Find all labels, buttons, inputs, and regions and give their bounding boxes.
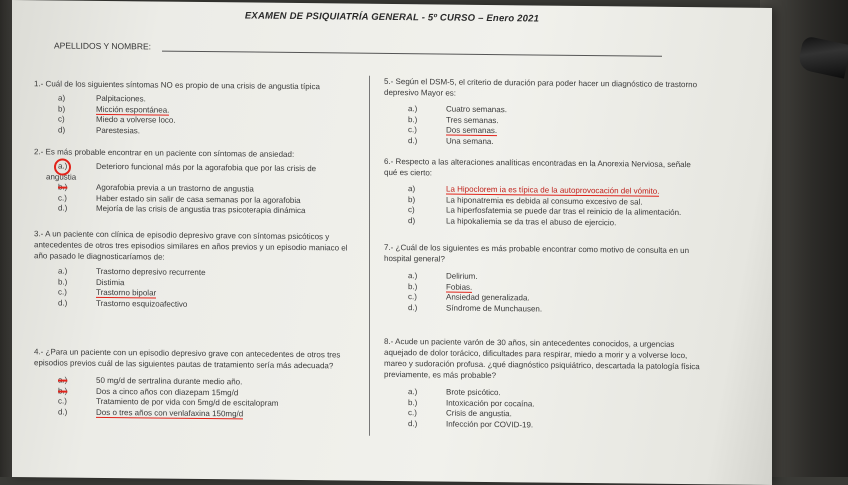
option-letter: a.)	[58, 266, 68, 276]
question-text: 1.- Cuál de los siguientes síntomas NO es propio de una crisis de angustia típica	[34, 79, 320, 92]
option-text: Agorafobia previa a un trastorno de angustia	[96, 182, 254, 194]
question-text: 2.- Es más probable encontrar en un paciente con síntomas de ansiedad:	[34, 147, 295, 159]
option-text: Crisis de angustia.	[446, 408, 512, 419]
option-text: Mejoría de las crisis de angustia tras psicoterapia dinámica	[96, 203, 306, 216]
question-text: 3.- A un paciente con clínica de episodio depresivo grave con síntomas psicóticos y antecedentes de otros tres episodios similares en años previos y un episodio maniaco el año pasado le diagnosticaríamos de:	[34, 229, 348, 262]
option-text: Dos semanas.	[446, 125, 498, 136]
option-text: Parestesias.	[96, 125, 141, 135]
name-line	[162, 51, 662, 57]
option-letter: b)	[58, 103, 66, 114]
option-d	[58, 297, 354, 311]
option-text: Delirium.	[446, 271, 478, 281]
option-text: Trastorno depresivo recurrente	[96, 266, 206, 278]
question-1	[34, 78, 334, 137]
option-text: La Hipoclorem ia es típica de la autoprovocación del vómito.	[446, 184, 660, 196]
option-letter: c.)	[58, 192, 67, 203]
option-letter: b.)	[408, 397, 418, 407]
answer-circle-mark	[54, 158, 71, 175]
option-letter: a.)	[408, 271, 418, 281]
option-letter: c)	[58, 114, 65, 124]
option-text: Deterioro funcional más por la agorafobia que por las crisis de	[96, 161, 317, 174]
question-3	[34, 228, 354, 310]
option-letter: d.)	[58, 406, 68, 417]
option-letter: a.)	[408, 104, 418, 114]
option-letter: c.)	[408, 408, 417, 418]
question-7	[384, 242, 704, 315]
option-text: Dos o tres años con venlafaxina 150mg/d	[96, 407, 244, 418]
question-8	[384, 336, 709, 431]
option-text: Dos a cinco años con diazepam 15mg/d	[96, 386, 239, 397]
question-text: 8.- Acude un paciente varón de 30 años, sin antecedentes conocidos, a urgencias aquejado de dolor torácico, dificultades para respirar, miedo a morir y a volverse loco, mareo y sudoración profusa. ¿qué diagnóstico psiquiátrico, descartada la patología física previamente, es más probable?	[384, 336, 700, 381]
option-letter: d.)	[408, 135, 418, 145]
option-d	[408, 418, 709, 432]
question-4	[34, 346, 354, 419]
option-letter: c.)	[408, 125, 417, 135]
option-letter: a.)	[408, 387, 418, 397]
option-d	[58, 202, 334, 215]
option-d	[408, 302, 704, 316]
option-text: Tres semanas.	[446, 115, 499, 125]
option-letter: a.)	[58, 375, 68, 385]
option-letter: d.)	[408, 302, 418, 312]
option-text: Trastorno bipolar	[96, 287, 157, 298]
option-text: Una semana.	[446, 136, 494, 146]
name-label: APELLIDOS Y NOMBRE:	[54, 40, 151, 52]
column-divider	[369, 76, 370, 436]
option-text: La hiponatremia es debida al consumo excesivo de sal.	[446, 195, 643, 207]
option-text: Micción espontánea.	[96, 104, 170, 115]
option-letter: d.)	[58, 297, 68, 308]
option-letter: c)	[408, 205, 415, 215]
option-text: Síndrome de Munchausen.	[446, 303, 543, 314]
option-letter: a)	[58, 93, 66, 103]
option-letter: b.)	[408, 114, 418, 124]
option-text: Cuatro semanas.	[446, 104, 507, 115]
option-text: 50 mg/d de sertralina durante medio año.	[96, 375, 243, 387]
question-6	[384, 156, 704, 228]
option-text: La hipokaliemia se da tras el abuso de ejercicio.	[446, 216, 617, 227]
question-text: 7.- ¿Cuál de los siguientes es más probable encontrar como motivo de consulta en un hospital general?	[384, 242, 690, 264]
option-text: La hiperfosfatemia se puede dar tras el reinicio de la alimentación.	[446, 205, 682, 218]
question-2	[34, 146, 334, 216]
option-letter: b.)	[408, 281, 418, 291]
option-text: Fobias.	[446, 282, 473, 292]
option-text: Brote psicótico.	[446, 387, 501, 398]
option-text: Distimia	[96, 277, 125, 287]
option-letter: c.)	[58, 396, 67, 406]
option-text: Tratamiento de por vida con 5mg/d de escitalopram	[96, 396, 279, 408]
option-letter: b.)	[58, 182, 68, 192]
option-letter: a)	[408, 184, 416, 194]
option-letter: c.)	[58, 287, 67, 297]
option-letter: a.)	[58, 161, 68, 171]
option-d	[58, 406, 354, 420]
option-letter: d.)	[58, 203, 68, 213]
question-text: 5.- Según el DSM-5, el criterio de duración para poder hacer un diagnóstico de trastorno depresivo Mayor es:	[384, 76, 698, 98]
option-text: Trastorno esquizoafectivo	[96, 298, 188, 309]
option-d	[408, 135, 704, 149]
exam-title: EXAMEN DE PSIQUIATRÍA GENERAL - 5º CURSO – Enero 2021	[244, 10, 540, 25]
question-text: 6.- Respecto a las alteraciones analíticas encontradas en la Anorexia Nerviosa, señale qué es cierto:	[384, 156, 691, 178]
option-d	[58, 124, 334, 137]
option-letter: d.)	[408, 418, 418, 428]
option-d	[408, 215, 704, 229]
option-text: Haber estado sin salir de casa semanas por la agorafobia	[96, 193, 301, 205]
option-letter: d)	[408, 215, 416, 225]
option-text: Intoxicación por cocaína.	[446, 398, 535, 408]
option-text: Palpitaciones.	[96, 93, 146, 104]
option-text: Infección por COVID-19.	[446, 419, 534, 429]
option-text: Ansiedad generalizada.	[446, 292, 530, 303]
exam-sheet	[12, 0, 772, 485]
option-letter: b.)	[58, 276, 68, 287]
option-letter: d)	[58, 124, 66, 135]
option-letter: b.)	[58, 385, 68, 396]
question-text: 4.- ¿Para un paciente con un episodio depresivo grave con antecedentes de otros tres episodios previos cuál de las siguientes pautas de tratamiento sería más adecuada?	[34, 347, 341, 371]
option-text: Miedo a volverse loco.	[96, 114, 176, 125]
option-letter: b)	[408, 194, 416, 204]
option-text: angustia	[46, 171, 77, 182]
question-5	[384, 76, 704, 148]
option-letter: c.)	[408, 292, 417, 302]
